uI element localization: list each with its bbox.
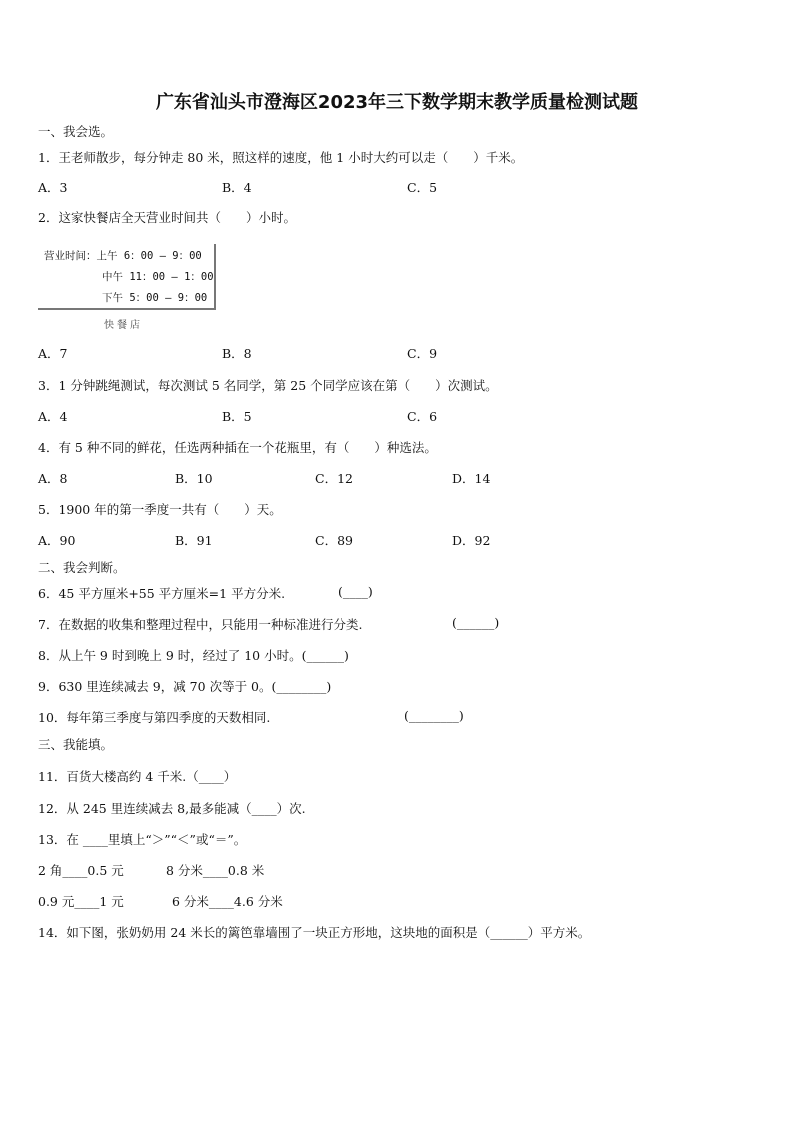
q4-option-d: D．14 bbox=[452, 471, 491, 486]
q1-option-c: C．5 bbox=[407, 180, 438, 195]
question-2: 2．这家快餐店全天营业时间共（ ）小时。 bbox=[38, 210, 296, 225]
q2-option-a: A．7 bbox=[38, 346, 68, 361]
q13-item: 2 角____0.5 元 bbox=[38, 863, 124, 878]
question-1: 1．王老师散步，每分钟走 80 米，照这样的速度，他 1 小时大约可以走（ ）千米。 bbox=[38, 150, 524, 165]
q5-option-d: D．92 bbox=[452, 533, 491, 548]
q13-item: 6 分米____4.6 分米 bbox=[172, 894, 283, 909]
question-13: 13．在 ____里填上“＞”“＜”或“＝”。 bbox=[38, 832, 247, 847]
page-title: 广东省汕头市澄海区2023年三下数学期末教学质量检测试题 bbox=[155, 92, 639, 113]
section-heading: 二、我会判断。 bbox=[38, 560, 126, 575]
section-heading: 三、我能填。 bbox=[38, 737, 114, 752]
q2-option-b: B．8 bbox=[222, 346, 252, 361]
q10-answer-blank: (________) bbox=[404, 708, 464, 723]
section-heading: 一、我会选。 bbox=[38, 124, 114, 139]
question-7: 7．在数据的收集和整理过程中，只能用一种标准进行分类. bbox=[38, 617, 363, 632]
question-11: 11．百货大楼高约 4 千米.（____） bbox=[38, 769, 237, 784]
question-10: 10．每年第三季度与第四季度的天数相同. bbox=[38, 710, 271, 725]
question-8: 8．从上午 9 时到晚上 9 时，经过了 10 小时。(______) bbox=[38, 648, 349, 663]
question-14: 14．如下图，张奶奶用 24 米长的篱笆靠墙围了一块正方形地，这块地的面积是（______）平方米。 bbox=[38, 925, 591, 940]
q3-option-c: C．6 bbox=[407, 409, 438, 424]
sign-row-noon: 中午 11：00 — 1：00 bbox=[102, 271, 214, 283]
q1-option-a: A．3 bbox=[38, 180, 68, 195]
business-hours-sign bbox=[38, 244, 216, 310]
q5-option-b: B．91 bbox=[175, 533, 213, 548]
q3-option-b: B．5 bbox=[222, 409, 252, 424]
q5-option-a: A．90 bbox=[38, 533, 76, 548]
question-5: 5．1900 年的第一季度一共有（ ）天。 bbox=[38, 502, 282, 517]
q4-option-b: B．10 bbox=[175, 471, 213, 486]
question-9: 9．630 里连续减去 9，减 70 次等于 0。(________) bbox=[38, 679, 332, 694]
q2-option-c: C．9 bbox=[407, 346, 438, 361]
sign-caption: 快餐店 bbox=[104, 320, 143, 331]
q13-item: 0.9 元____1 元 bbox=[38, 894, 124, 909]
question-12: 12．从 245 里连续减去 8,最多能减（____）次. bbox=[38, 801, 306, 816]
q3-option-a: A．4 bbox=[38, 409, 68, 424]
q5-option-c: C．89 bbox=[315, 533, 353, 548]
question-4: 4．有 5 种不同的鲜花，任选两种插在一个花瓶里，有（ ）种选法。 bbox=[38, 440, 437, 455]
question-6: 6．45 平方厘米+55 平方厘米=1 平方分米. bbox=[38, 586, 286, 601]
sign-row-morning: 营业时间：上午 6：00 — 9：00 bbox=[44, 250, 202, 262]
q7-answer-blank: (______) bbox=[452, 615, 500, 630]
question-3: 3．1 分钟跳绳测试，每次测试 5 名同学，第 25 个同学应该在第（ ）次测试。 bbox=[38, 378, 498, 393]
q1-option-b: B．4 bbox=[222, 180, 252, 195]
q6-answer-blank: (____) bbox=[338, 584, 373, 599]
q4-option-a: A．8 bbox=[38, 471, 68, 486]
q4-option-c: C．12 bbox=[315, 471, 353, 486]
sign-row-evening: 下午 5：00 — 9：00 bbox=[102, 292, 208, 304]
q13-item: 8 分米____0.8 米 bbox=[166, 863, 265, 878]
